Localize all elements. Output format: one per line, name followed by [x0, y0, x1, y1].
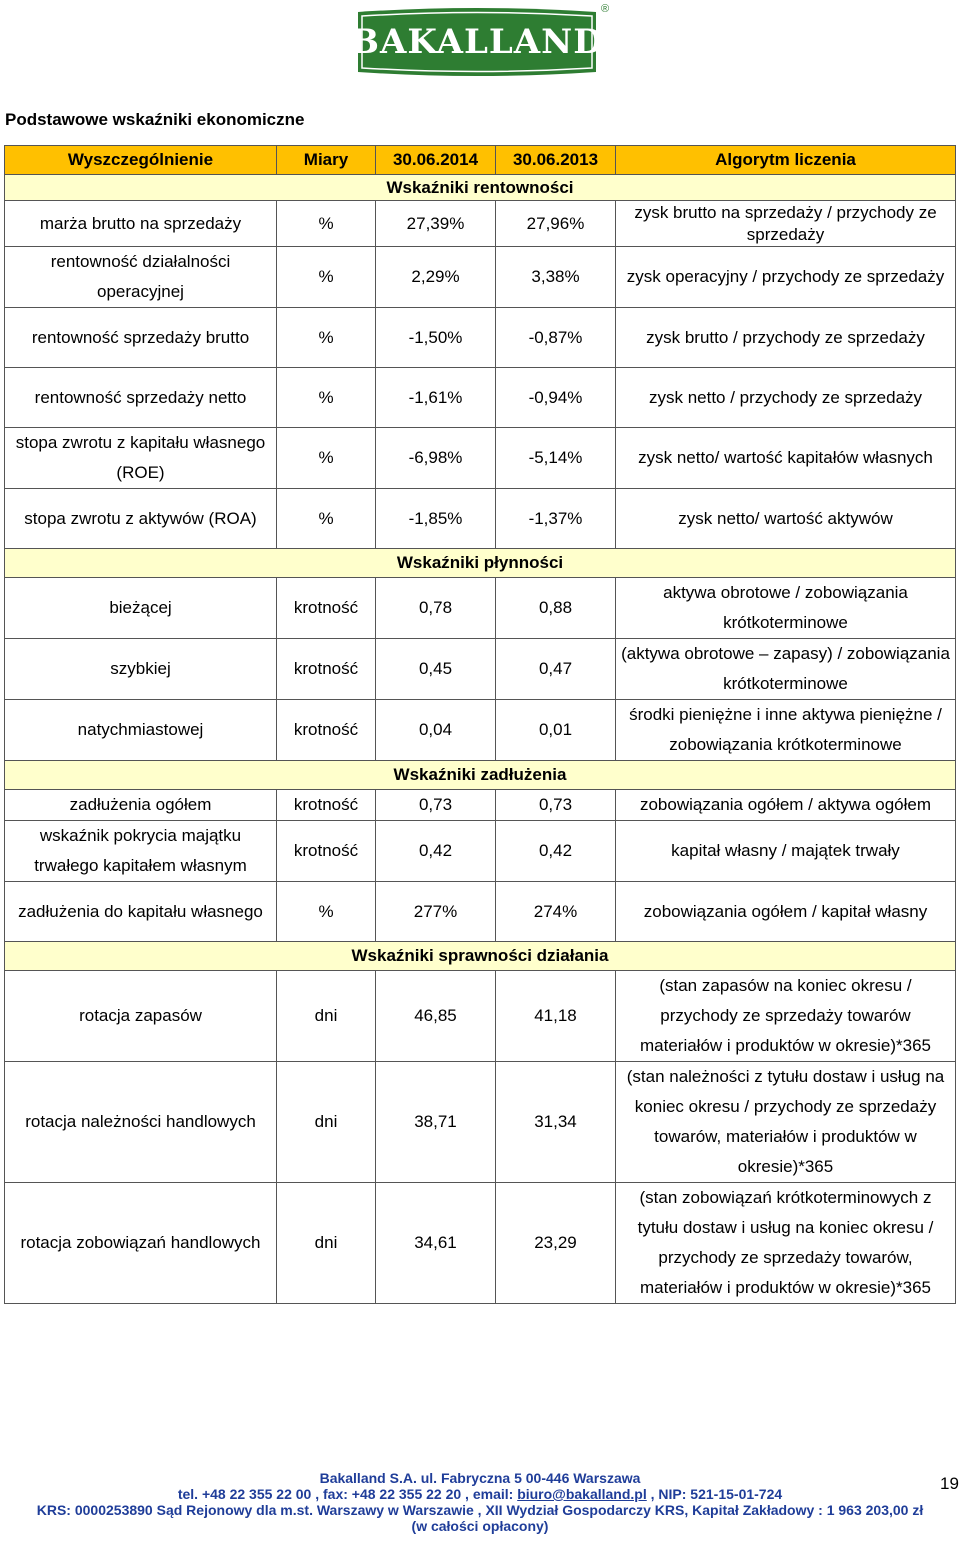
unit-cell: % — [277, 247, 376, 308]
unit-cell: % — [277, 308, 376, 368]
value-2013-cell: 3,38% — [496, 247, 616, 308]
value-2013-cell: 274% — [496, 882, 616, 942]
value-2014-cell: 34,61 — [376, 1183, 496, 1304]
indicator-name-cell: wskaźnik pokrycia majątku trwałego kapitałem własnym — [5, 821, 277, 882]
value-2014-cell: 0,78 — [376, 578, 496, 639]
algorithm-cell: (stan zapasów na koniec okresu / przychody ze sprzedaży towarów materiałów i produktów w okresie)*365 — [616, 971, 956, 1062]
footer-contact — [0, 1486, 960, 1502]
unit-cell: % — [277, 428, 376, 489]
indicator-name-cell: szybkiej — [5, 639, 277, 700]
value-2014-cell: 277% — [376, 882, 496, 942]
table-row — [5, 1183, 956, 1304]
algorithm-cell: zysk brutto / przychody ze sprzedaży — [616, 308, 956, 368]
header-cell: 30.06.2013 — [496, 146, 616, 175]
value-2013-cell: 0,88 — [496, 578, 616, 639]
table-row — [5, 700, 956, 761]
bakalland-logo — [354, 6, 600, 78]
algorithm-cell: środki pieniężne i inne aktywa pieniężne / zobowiązania krótkoterminowe — [616, 700, 956, 761]
table-row — [5, 790, 956, 821]
header-cell: Wyszczególnienie — [5, 146, 277, 175]
section-title: Wskaźniki rentowności — [5, 175, 956, 201]
algorithm-cell: (stan należności z tytułu dostaw i usług na koniec okresu / przychody ze sprzedaży towarów, materiałów i produktów w okresie)*365 — [616, 1062, 956, 1183]
table-row — [5, 489, 956, 549]
table-row — [5, 368, 956, 428]
footer-address: Bakalland S.A. ul. Fabryczna 5 00-446 Warszawa — [319, 1470, 641, 1486]
indicator-name-cell: stopa zwrotu z kapitału własnego (ROE) — [5, 428, 277, 489]
value-2014-cell: -1,85% — [376, 489, 496, 549]
unit-cell: dni — [277, 971, 376, 1062]
table-row — [5, 578, 956, 639]
indicator-name-cell: bieżącej — [5, 578, 277, 639]
value-2014-cell: 0,04 — [376, 700, 496, 761]
algorithm-cell: (stan zobowiązań krótkoterminowych z tytułu dostaw i usług na koniec okresu / przychody ze sprzedaży towarów, materiałów i produktów w okresie)*365 — [616, 1183, 956, 1304]
value-2013-cell: 0,01 — [496, 700, 616, 761]
algorithm-cell: zobowiązania ogółem / aktywa ogółem — [616, 790, 956, 821]
table-row — [5, 201, 956, 247]
value-2014-cell: 2,29% — [376, 247, 496, 308]
indicator-name-cell: rotacja zapasów — [5, 971, 277, 1062]
section-title: Wskaźniki płynności — [5, 549, 956, 578]
value-2013-cell: -0,94% — [496, 368, 616, 428]
algorithm-cell: zysk netto / przychody ze sprzedaży — [616, 368, 956, 428]
indicator-name-cell: natychmiastowej — [5, 700, 277, 761]
section-header-row — [5, 549, 956, 578]
indicator-name-cell: zadłużenia do kapitału własnego — [5, 882, 277, 942]
algorithm-cell: zysk netto/ wartość kapitałów własnych — [616, 428, 956, 489]
footer — [0, 1470, 960, 1534]
unit-cell: krotność — [277, 790, 376, 821]
page-number: 19 — [940, 1474, 959, 1493]
section-title: Wskaźniki zadłużenia — [5, 761, 956, 790]
table-header-row — [5, 146, 956, 175]
table-row — [5, 1062, 956, 1183]
section-header-row — [5, 942, 956, 971]
table-row — [5, 428, 956, 489]
table-row — [5, 639, 956, 700]
value-2013-cell: 23,29 — [496, 1183, 616, 1304]
value-2013-cell: 0,73 — [496, 790, 616, 821]
indicator-name-cell: rotacja należności handlowych — [5, 1062, 277, 1183]
table-row — [5, 247, 956, 308]
algorithm-cell: zysk netto/ wartość aktywów — [616, 489, 956, 549]
registered-mark: ® — [601, 3, 610, 15]
algorithm-cell: kapitał własny / majątek trwały — [616, 821, 956, 882]
footer-nip: , NIP: 521-15-01-724 — [646, 1486, 783, 1502]
algorithm-cell: zysk brutto na sprzedaży / przychody ze sprzedaży — [616, 201, 956, 247]
footer-capital-note: (w całości opłacony) — [411, 1518, 549, 1534]
unit-cell: % — [277, 201, 376, 247]
section-header-row — [5, 175, 956, 201]
indicator-name-cell: rotacja zobowiązań handlowych — [5, 1183, 277, 1304]
value-2014-cell: -1,61% — [376, 368, 496, 428]
unit-cell: krotność — [277, 639, 376, 700]
unit-cell: dni — [277, 1062, 376, 1183]
value-2013-cell: 27,96% — [496, 201, 616, 247]
table-row — [5, 971, 956, 1062]
table-row — [5, 308, 956, 368]
algorithm-cell: (aktywa obrotowe – zapasy) / zobowiązania krótkoterminowe — [616, 639, 956, 700]
indicator-name-cell: rentowność sprzedaży netto — [5, 368, 277, 428]
algorithm-cell: zobowiązania ogółem / kapitał własny — [616, 882, 956, 942]
value-2013-cell: -0,87% — [496, 308, 616, 368]
logo-text: BAKALLAND — [354, 22, 600, 62]
value-2014-cell: 0,45 — [376, 639, 496, 700]
unit-cell: % — [277, 882, 376, 942]
value-2014-cell: 0,42 — [376, 821, 496, 882]
indicator-name-cell: stopa zwrotu z aktywów (ROA) — [5, 489, 277, 549]
value-2013-cell: 31,34 — [496, 1062, 616, 1183]
value-2014-cell: -6,98% — [376, 428, 496, 489]
indicator-name-cell: marża brutto na sprzedaży — [5, 201, 277, 247]
value-2013-cell: -1,37% — [496, 489, 616, 549]
value-2013-cell: 0,42 — [496, 821, 616, 882]
algorithm-cell: zysk operacyjny / przychody ze sprzedaży — [616, 247, 956, 308]
unit-cell: krotność — [277, 821, 376, 882]
unit-cell: % — [277, 489, 376, 549]
indicator-name-cell: rentowność sprzedaży brutto — [5, 308, 277, 368]
value-2013-cell: -5,14% — [496, 428, 616, 489]
unit-cell: krotność — [277, 578, 376, 639]
value-2014-cell: 46,85 — [376, 971, 496, 1062]
unit-cell: dni — [277, 1183, 376, 1304]
value-2014-cell: 27,39% — [376, 201, 496, 247]
table-row — [5, 821, 956, 882]
section-title: Wskaźniki sprawności działania — [5, 942, 956, 971]
email-link[interactable]: biuro@bakalland.pl — [517, 1486, 647, 1502]
table-row — [5, 882, 956, 942]
indicator-name-cell: rentowność działalności operacyjnej — [5, 247, 277, 308]
value-2014-cell: 38,71 — [376, 1062, 496, 1183]
value-2014-cell: 0,73 — [376, 790, 496, 821]
section-header-row — [5, 761, 956, 790]
footer-krs: KRS: 0000253890 Sąd Rejonowy dla m.st. Warszawy w Warszawie , XII Wydział Gospodarczy KRS, Kapitał Zakładowy : 1 963 203,00 zł — [36, 1502, 924, 1518]
indicator-name-cell: zadłużenia ogółem — [5, 790, 277, 821]
value-2014-cell: -1,50% — [376, 308, 496, 368]
header-cell: 30.06.2014 — [376, 146, 496, 175]
page-title: Podstawowe wskaźniki ekonomiczne — [5, 110, 305, 129]
value-2013-cell: 0,47 — [496, 639, 616, 700]
header-cell: Algorytm liczenia — [616, 146, 956, 175]
unit-cell: % — [277, 368, 376, 428]
header-cell: Miary — [277, 146, 376, 175]
unit-cell: krotność — [277, 700, 376, 761]
algorithm-cell: aktywa obrotowe / zobowiązania krótkoterminowe — [616, 578, 956, 639]
economic-ratios-table — [4, 145, 956, 1304]
value-2013-cell: 41,18 — [496, 971, 616, 1062]
footer-phone: tel. +48 22 355 22 00 , fax: +48 22 355 22 20 , email: — [177, 1486, 518, 1502]
